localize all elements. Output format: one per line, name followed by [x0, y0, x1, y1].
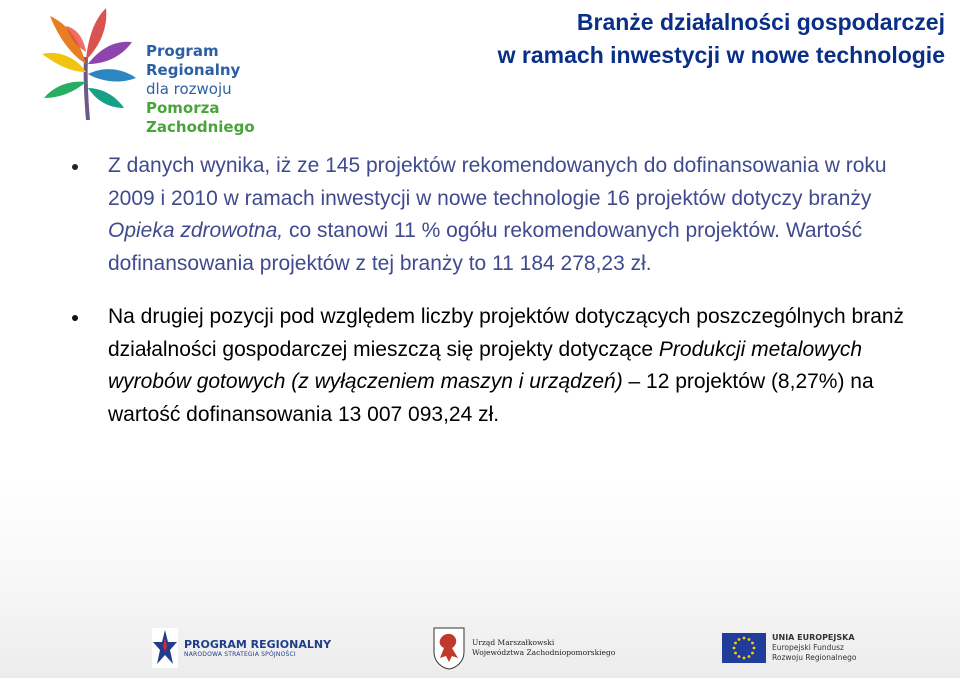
footer-urzad-line-2: Województwa Zachodniopomorskiego [472, 648, 616, 657]
bullet-text: co stanowi 11 % ogółu rekomendowanych projektów. Wartość dofinansowania projektów z tej branży to 11 184 278,23 zł. [108, 219, 863, 275]
logo-line-2: dla rozwoju [146, 80, 232, 98]
leaf-emblem-icon [28, 2, 148, 127]
bullet-text: Z danych wynika, iż ze 145 projektów rekomendowanych do dofinansowania w roku 2009 i 2010 w ramach inwestycji w nowe technologie 16 projektów dotyczy branży [108, 154, 887, 210]
logo-line-1: Program Regionalny [146, 42, 241, 79]
program-regionalny-star-icon [152, 628, 178, 668]
bullet-dot-icon [72, 315, 78, 321]
title-line-2: w ramach inwestycji w nowe technologie [497, 42, 945, 68]
eu-flag-icon [722, 633, 766, 663]
coat-of-arms-icon [432, 626, 466, 670]
footer-ue-line-3: Rozwoju Regionalnego [772, 653, 857, 662]
bullet-text: – 12 projektów (8,27%) na wartość dofinansowania 13 007 093,24 zł. [108, 370, 874, 426]
footer-ue-logo [722, 632, 856, 663]
bullet-dot-icon [72, 164, 78, 170]
bullet-emphasis: Produkcji metalowych wyrobów gotowych (z wyłączeniem maszyn i urządzeń) [108, 337, 863, 393]
bullet-emphasis: Opieka zdrowotna, [108, 219, 284, 242]
logo-line-3: Pomorza Zachodniego [146, 99, 255, 136]
page-title [498, 6, 945, 72]
footer-urzad-line-1: Urząd Marszałkowski [472, 638, 555, 647]
bullet-item [72, 150, 932, 280]
footer-program-logo [152, 628, 331, 668]
program-regionalny-logo [28, 2, 308, 136]
title-line-1: Branże działalności gospodarczej [576, 9, 945, 35]
bullet-text: Na drugiej pozycji pod względem liczby projektów dotyczących poszczególnych branż działalności gospodarczej mieszczą się projekty dotyczące [108, 305, 905, 361]
bullet-item [72, 301, 932, 431]
footer-ue-title: UNIA EUROPEJSKA [772, 633, 855, 642]
footer-urzad-logo [432, 626, 615, 670]
footer-logos [0, 612, 960, 678]
footer-ue-line-2: Europejski Fundusz [772, 643, 844, 652]
footer-program-subtitle: NARODOWA STRATEGIA SPÓJNOŚCI [184, 650, 296, 658]
bullet-list [72, 150, 932, 431]
footer-program-title: PROGRAM REGIONALNY [184, 637, 332, 651]
